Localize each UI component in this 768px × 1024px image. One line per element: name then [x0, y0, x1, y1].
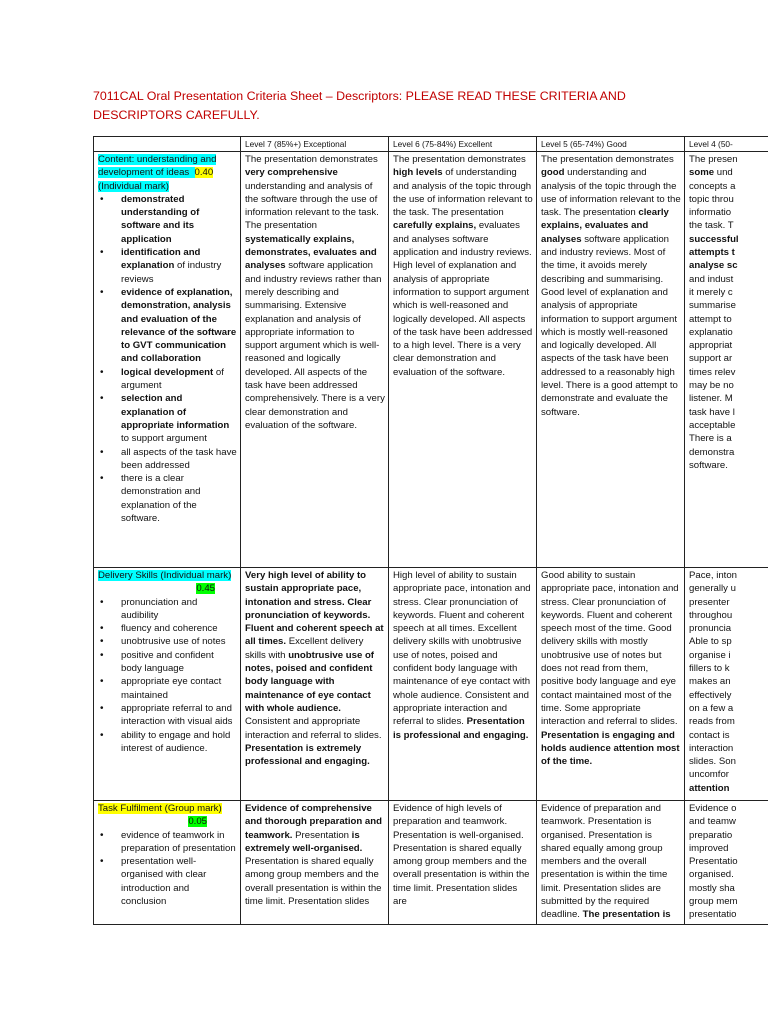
criterion-bullets	[98, 596, 237, 756]
table-row-task	[94, 801, 768, 925]
criterion-cell-delivery	[94, 568, 241, 801]
header-cell-criteria	[94, 137, 241, 152]
criterion-weight: 0.40	[194, 167, 214, 179]
level6-cell: Evidence of high levels of preparation and teamwork. Presentation is well-organised. Presentation is shared equally among group members and the overall presentation is within the time limit. Presentation slides are	[389, 801, 537, 925]
level5-cell: Good ability to sustain appropriate pace, intonation and stress. Clear pronunciation of keywords. Fluent and coherent speech most of the time. Good delivery skills with mostly unobtrusive use of notes but does not read from them, positive body language and eye contact maintained most of the time. Some appropriate interaction and referral to slides. Presentation is engaging and holds audience attention most of the time.	[537, 568, 685, 801]
criterion-mark-type: (Individual mark)	[98, 180, 169, 192]
title-notice: PLEASE READ THESE CRITERIA AND DESCRIPTORS CAREFULLY.	[93, 89, 626, 122]
list-item: • pronunciation and audibility	[98, 596, 237, 623]
list-item: • fluency and coherence	[98, 622, 237, 635]
criterion-title: Content: understanding and development of ideas	[98, 154, 217, 179]
level6-cell: High level of ability to sustain appropriate pace, intonation and stress. Clear pronunciation of keywords. Fluent and coherent speech at all times. Excellent delivery skills with unobtrusive use of notes, poised and confident body language with maintenance of eye contact with whole audience. Consistent and appropriate interaction and referral to slides. Presentation is professional and engaging.	[389, 568, 537, 801]
list-item: • selection and explanation of appropriate information to support argument	[98, 392, 237, 445]
title-prefix: 7011CAL Oral Presentation Criteria Sheet – Descriptors	[93, 89, 399, 103]
level7-cell: Very high level of ability to sustain appropriate pace, intonation and stress. Clear pronunciation of keywords. Fluent and coherent speech at all times. Excellent delivery skills with unobtrusive use of notes, poised and confident body language with maintenance of eye contact with whole audience. Consistent and appropriate interaction and referral to slides. Presentation is extremely professional and engaging.	[241, 568, 389, 801]
header-row	[94, 137, 768, 152]
criterion-title: Task Fulfilment (Group mark)	[98, 803, 222, 814]
level4-cell: Pace, inton generally u presenter throughou pronuncia Able to sp organise i fillers to k makes an effectively on a few a reads from contact is interaction slides. Son uncomfor attention	[685, 568, 768, 801]
list-item: • presentation well-organised with clear introduction and conclusion	[98, 855, 237, 908]
criteria-table	[93, 136, 768, 925]
header-cell-level5: Level 5 (65-74%) Good	[537, 137, 685, 152]
level5-cell: Evidence of preparation and teamwork. Presentation is organised. Presentation is shared equally among group members and the overall presentation is within the time limit. Presentation slides are submitted by the required deadline. The presentation is	[537, 801, 685, 925]
list-item: • identification and explanation of industry reviews	[98, 246, 237, 286]
list-item: • demonstrated understanding of software and its application	[98, 193, 237, 246]
header-cell-level4: Level 4 (50-	[685, 137, 768, 152]
criterion-weight: 0.05	[188, 816, 207, 828]
list-item: • evidence of explanation, demonstration, analysis and evaluation of the relevance of the software to GVT communication and collaboration	[98, 286, 237, 366]
level7-cell: Evidence of comprehensive and thorough preparation and teamwork. Presentation is extremely well-organised. Presentation is shared equally among group members and the overall presentation is within the time limit. Presentation slides	[241, 801, 389, 925]
criterion-bullets	[98, 193, 237, 525]
list-item: • ability to engage and hold interest of audience.	[98, 729, 237, 756]
list-item: • appropriate eye contact maintained	[98, 675, 237, 702]
criterion-bullets	[98, 829, 237, 909]
criterion-heading	[98, 153, 237, 193]
criterion-heading	[98, 569, 237, 596]
list-item: • appropriate referral to and interaction with visual aids	[98, 702, 237, 729]
level4-cell: The presen some und concepts a topic throu informatio the task. T successful attempts t analyse sc and indust it merely c summarise attempt to explanatio appropriat support ar times relev may be no listener. M task have l acceptable There is a demonstra software.	[685, 152, 768, 568]
level7-cell: The presentation demonstrates very comprehensive understanding and analysis of the software through the use of information relevant to the task. The presentation systematically explains, demonstrates, evaluates and analyses software application and industry reviews rather than merely describing and summarising. Extensive explanation and analysis of appropriate information to support argument which is well-reasoned and logically developed. All aspects of the task have been addressed comprehensively. There is a very clear demonstration and evaluation of the software.	[241, 152, 389, 568]
document-title	[93, 87, 653, 125]
criterion-weight: 0.45	[196, 583, 215, 595]
level4-cell: Evidence o and teamw preparatio improved Presentatio organised. mostly sha group mem presentatio	[685, 801, 768, 925]
list-item: • positive and confident body language	[98, 649, 237, 676]
list-item: • unobtrusive use of notes	[98, 635, 237, 648]
list-item: • all aspects of the task have been addressed	[98, 446, 237, 473]
header-cell-level6: Level 6 (75-84%) Excellent	[389, 137, 537, 152]
level6-cell: The presentation demonstrates high levels of understanding and analysis of the topic through the use of information relevant to the task. The presentation carefully explains, evaluates and analyses software application and industry reviews. High level of explanation and analysis of appropriate information to support argument which is well-reasoned and logically developed. All aspects of the task have been addressed to a high level. There is a very clear demonstration and evaluation of the software.	[389, 152, 537, 568]
table-row-content	[94, 152, 768, 568]
list-item: • evidence of teamwork in preparation of presentation	[98, 829, 237, 856]
criterion-title: Delivery Skills (Individual mark)	[98, 570, 232, 581]
list-item: • logical development of argument	[98, 366, 237, 393]
title-colon: :	[398, 89, 403, 103]
criterion-cell-task	[94, 801, 241, 925]
level5-cell: The presentation demonstrates good understanding and analysis of the topic through the use of information relevant to the task. The presentation clearly explains, evaluates and analyses software application and industry reviews. Most of the time, it avoids merely describing and summarising. Good level of explanation and analysis of appropriate information to support argument which is mostly well-reasoned and logically developed. All aspects of the task have been addressed to a reasonably high level. There is a good attempt to demonstrate and evaluate the software.	[537, 152, 685, 568]
header-cell-level7: Level 7 (85%+) Exceptional	[241, 137, 389, 152]
list-item: • there is a clear demonstration and explanation of the software.	[98, 472, 237, 525]
table-row-delivery	[94, 568, 768, 801]
criterion-cell-content	[94, 152, 241, 568]
criterion-heading	[98, 802, 237, 829]
